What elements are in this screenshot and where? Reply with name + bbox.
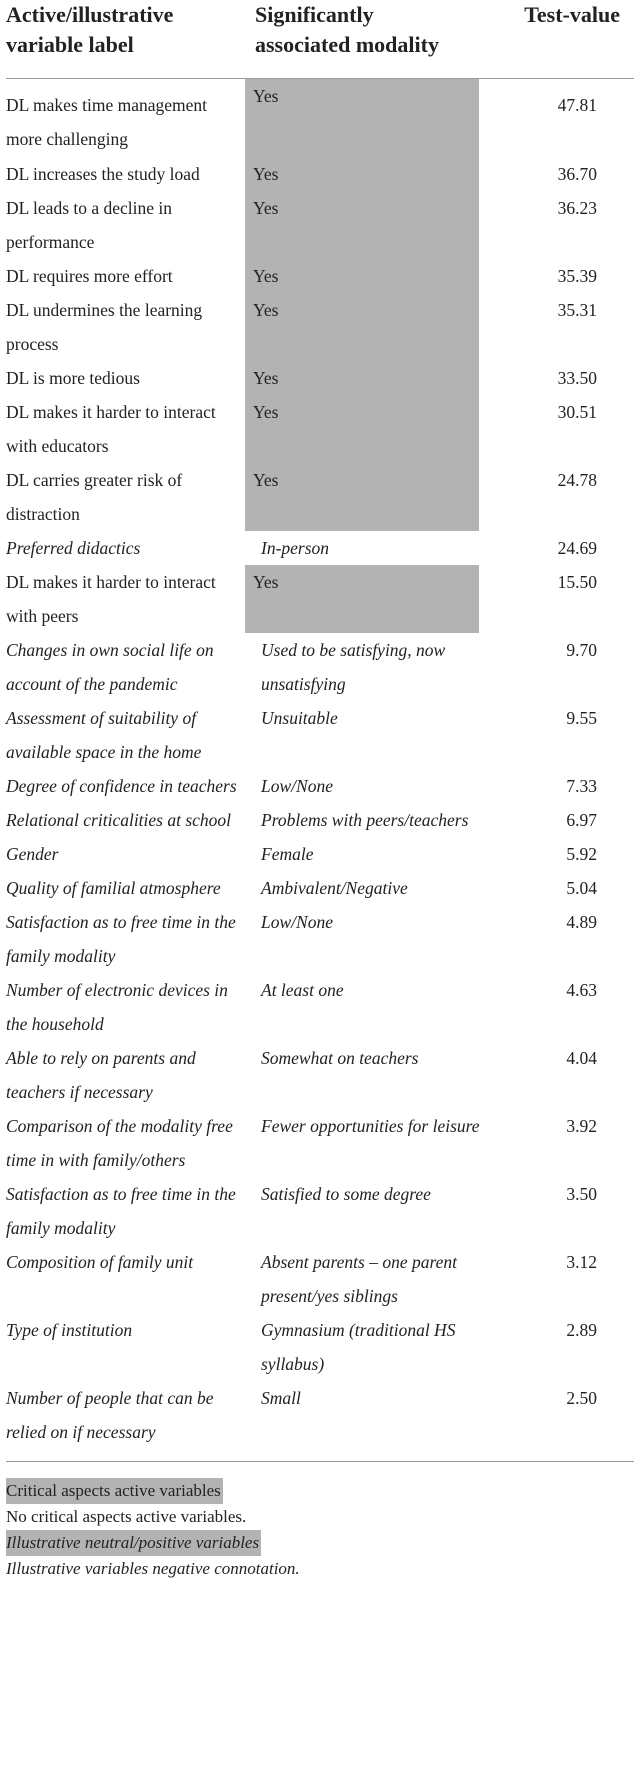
row-test-value: 2.50	[566, 1387, 597, 1408]
table-row	[6, 259, 634, 293]
row-modality-value: Yes	[245, 293, 479, 361]
table-row	[6, 1041, 634, 1109]
table-row	[6, 361, 634, 395]
row-modality-value: Yes	[245, 157, 479, 191]
table-legend	[6, 1478, 634, 1582]
legend-illustrative-negative: Illustrative variables negative connotation.	[6, 1558, 300, 1578]
table-row	[6, 531, 634, 565]
row-modality: Somewhat on teachers	[261, 1047, 419, 1068]
row-modality-value: Yes	[245, 191, 479, 259]
legend-no-critical-active: No critical aspects active variables.	[6, 1506, 247, 1526]
row-modality-value: Yes	[245, 463, 479, 531]
row-test-value: 3.92	[566, 1115, 597, 1136]
row-variable-label: DL makes time management more challenging	[6, 95, 208, 149]
row-test-value: 36.70	[557, 163, 597, 184]
row-modality	[247, 191, 495, 259]
row-modality: Absent parents – one parent present/yes siblings	[261, 1251, 458, 1306]
header-modality	[247, 0, 495, 79]
header-variable-label-line1: Active/illustrative	[6, 2, 174, 27]
row-test-value: 36.23	[557, 197, 597, 218]
row-variable-label: DL makes it harder to interact with educators	[6, 401, 216, 456]
table-row	[6, 1313, 634, 1381]
row-test-value: 9.55	[566, 707, 597, 728]
row-modality	[247, 463, 495, 531]
table-bottom-rule	[6, 1461, 634, 1462]
row-modality: Low/None	[261, 911, 333, 932]
table-row	[6, 769, 634, 803]
row-variable-label: Preferred didactics	[6, 537, 141, 558]
row-test-value: 35.39	[557, 265, 597, 286]
header-variable-label-line2: variable label	[6, 32, 134, 57]
header-variable-label	[6, 0, 247, 79]
table-row	[6, 1109, 634, 1177]
row-test-value: 4.89	[566, 911, 597, 932]
table-row	[6, 1381, 634, 1449]
row-test-value: 24.78	[557, 469, 597, 490]
row-modality: Problems with peers/teachers	[261, 809, 469, 830]
row-modality: Low/None	[261, 775, 333, 796]
row-modality	[247, 361, 495, 395]
header-test-value: Test-value	[495, 0, 634, 79]
table-row	[6, 701, 634, 769]
row-test-value: 3.12	[566, 1251, 597, 1272]
table-row	[6, 157, 634, 191]
row-test-value: 24.69	[557, 537, 597, 558]
row-test-value: 3.50	[566, 1183, 597, 1204]
row-variable-label: Type of institution	[6, 1319, 133, 1340]
row-variable-label: Number of people that can be relied on if necessary	[6, 1387, 214, 1442]
table-row	[6, 1245, 634, 1313]
row-test-value: 4.04	[566, 1047, 597, 1068]
header-row	[6, 0, 634, 79]
header-modality-line2: associated modality	[255, 32, 439, 57]
row-modality	[247, 157, 495, 191]
row-modality-value: Yes	[245, 565, 479, 633]
header-modality-line1: Significantly	[255, 2, 374, 27]
legend-illustrative-neutral: Illustrative neutral/positive variables	[6, 1530, 261, 1556]
row-variable-label: DL is more tedious	[6, 367, 140, 388]
row-modality: Small	[261, 1387, 301, 1408]
table-row	[6, 837, 634, 871]
row-variable-label: Gender	[6, 843, 59, 864]
row-modality	[247, 293, 495, 361]
row-modality: Female	[261, 843, 314, 864]
legend-critical-active: Critical aspects active variables	[6, 1478, 223, 1504]
row-variable-label: DL makes it harder to interact with peers	[6, 571, 216, 626]
row-test-value: 2.89	[566, 1319, 597, 1340]
row-test-value: 15.50	[557, 571, 597, 592]
row-variable-label: Relational criticalities at school	[6, 809, 232, 830]
row-test-value: 7.33	[566, 775, 597, 796]
row-variable-label: Composition of family unit	[6, 1251, 194, 1272]
row-modality	[247, 259, 495, 293]
table-row	[6, 973, 634, 1041]
results-table	[6, 0, 634, 1449]
row-variable-label: Satisfaction as to free time in the family modality	[6, 911, 236, 966]
row-test-value: 35.31	[557, 299, 597, 320]
row-variable-label: Able to rely on parents and teachers if necessary	[6, 1047, 196, 1102]
row-modality: Satisfied to some degree	[261, 1183, 431, 1204]
table-row	[6, 293, 634, 361]
row-variable-label: DL requires more effort	[6, 265, 173, 286]
row-modality-value: Yes	[245, 395, 479, 463]
row-modality	[247, 395, 495, 463]
table-row	[6, 463, 634, 531]
row-test-value: 5.92	[566, 843, 597, 864]
table-row	[6, 395, 634, 463]
table-row	[6, 871, 634, 905]
row-modality: Unsuitable	[261, 707, 338, 728]
row-test-value: 47.81	[557, 95, 597, 115]
row-test-value: 33.50	[557, 367, 597, 388]
table-row	[6, 1177, 634, 1245]
row-test-value: 9.70	[566, 639, 597, 660]
table-row	[6, 905, 634, 973]
row-modality-value: Yes	[245, 259, 479, 293]
table-row	[6, 803, 634, 837]
row-variable-label: Comparison of the modality free time in with family/others	[6, 1115, 233, 1170]
row-variable-label: DL increases the study load	[6, 163, 200, 184]
row-variable-label: Satisfaction as to free time in the family modality	[6, 1183, 236, 1238]
row-test-value: 4.63	[566, 979, 597, 1000]
row-variable-label: Assessment of suitability of available space in the home	[6, 707, 202, 762]
row-variable-label: DL undermines the learning process	[6, 299, 203, 354]
row-variable-label: DL leads to a decline in performance	[6, 197, 173, 252]
row-test-value: 6.97	[566, 809, 597, 830]
table-row	[6, 633, 634, 701]
row-modality: Used to be satisfying, now unsatisfying	[261, 639, 446, 694]
row-modality-value: Yes	[245, 79, 479, 157]
row-variable-label: Number of electronic devices in the household	[6, 979, 228, 1034]
row-modality-value: Yes	[245, 361, 479, 395]
row-modality	[247, 79, 495, 157]
row-modality: Gymnasium (traditional HS syllabus)	[261, 1319, 456, 1374]
table-row	[6, 79, 634, 157]
row-variable-label: Changes in own social life on account of the pandemic	[6, 639, 214, 694]
row-test-value: 5.04	[566, 877, 597, 898]
row-modality: Fewer opportunities for leisure	[261, 1115, 480, 1136]
row-modality: At least one	[261, 979, 344, 1000]
table-header	[6, 0, 634, 79]
table-row	[6, 191, 634, 259]
table-body	[6, 79, 634, 1449]
row-modality: In-person	[261, 537, 330, 558]
table-row	[6, 565, 634, 633]
row-modality: Ambivalent/Negative	[261, 877, 408, 898]
row-modality	[247, 565, 495, 633]
row-test-value: 30.51	[557, 401, 597, 422]
row-variable-label: Degree of confidence in teachers	[6, 775, 237, 796]
row-variable-label: DL carries greater risk of distraction	[6, 469, 183, 524]
row-variable-label: Quality of familial atmosphere	[6, 877, 221, 898]
